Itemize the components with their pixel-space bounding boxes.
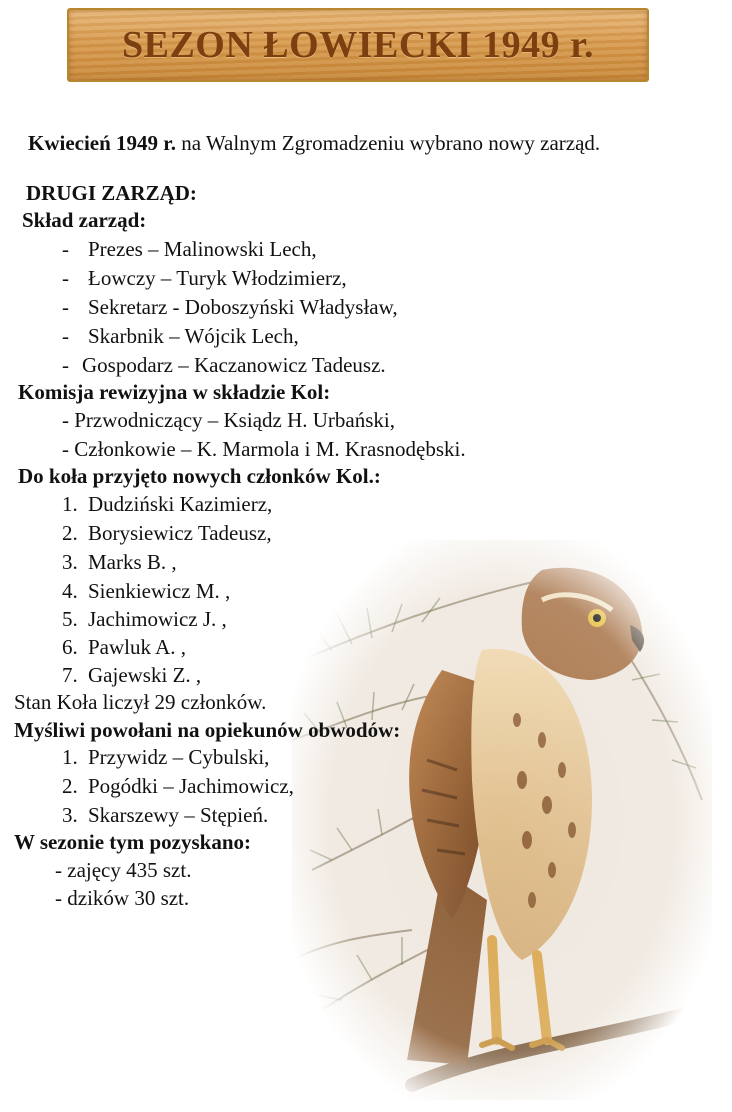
title-banner (67, 8, 649, 82)
intro-line (28, 131, 600, 155)
list-item: 2. Borysiewicz Tadeusz, (62, 521, 272, 545)
section-heading-sklad: Skład zarząd: (22, 208, 147, 232)
hawk-illustration (292, 540, 712, 1100)
intro-text: na Walnym Zgromadzeniu wybrano nowy zarząd. (175, 131, 601, 155)
section-heading-mysliwi: Myśliwi powołani na opiekunów obwodów: (14, 718, 401, 742)
list-item: - Członkowie – K. Marmola i M. Krasnodębski. (62, 437, 466, 461)
list-item: - Łowczy – Turyk Włodzimierz, (62, 266, 347, 290)
list-item: - Sekretarz - Doboszyński Władysław, (62, 295, 398, 319)
page-title: SEZON ŁOWIECKI 1949 r. (121, 24, 595, 66)
intro-date: Kwiecień 1949 r. (28, 131, 176, 155)
list-item: 3. Skarszewy – Stępień. (62, 803, 269, 827)
list-item: - Prezes – Malinowski Lech, (62, 237, 317, 261)
list-item: 5. Jachimowicz J. , (62, 607, 227, 631)
list-item: 2. Pogódki – Jachimowicz, (62, 774, 294, 798)
list-item: - dzików 30 szt. (55, 886, 190, 910)
list-item: - Skarbnik – Wójcik Lech, (62, 324, 299, 348)
list-item: - Gospodarz – Kaczanowicz Tadeusz. (62, 353, 386, 377)
list-item: 1. Dudziński Kazimierz, (62, 492, 273, 516)
list-item: - Przwodniczący – Ksiądz H. Urbański, (62, 408, 395, 432)
list-item: 1. Przywidz – Cybulski, (62, 745, 270, 769)
section-heading-sezon: W sezonie tym pozyskano: (14, 830, 252, 854)
list-item: 4. Sienkiewicz M. , (62, 579, 231, 603)
list-item: - zajęcy 435 szt. (55, 858, 192, 882)
section-heading-nowi-czlonkowie: Do koła przyjęto nowych członków Kol.: (18, 464, 381, 488)
list-item: 6. Pawluk A. , (62, 635, 187, 659)
list-item: 7. Gajewski Z. , (62, 663, 202, 687)
list-item: 3. Marks B. , (62, 550, 177, 574)
stan-kola: Stan Koła liczył 29 członków. (14, 690, 267, 714)
section-heading-komisja: Komisja rewizyjna w składzie Kol: (18, 380, 331, 404)
section-heading-drugi-zarzad: DRUGI ZARZĄD: (26, 181, 197, 205)
